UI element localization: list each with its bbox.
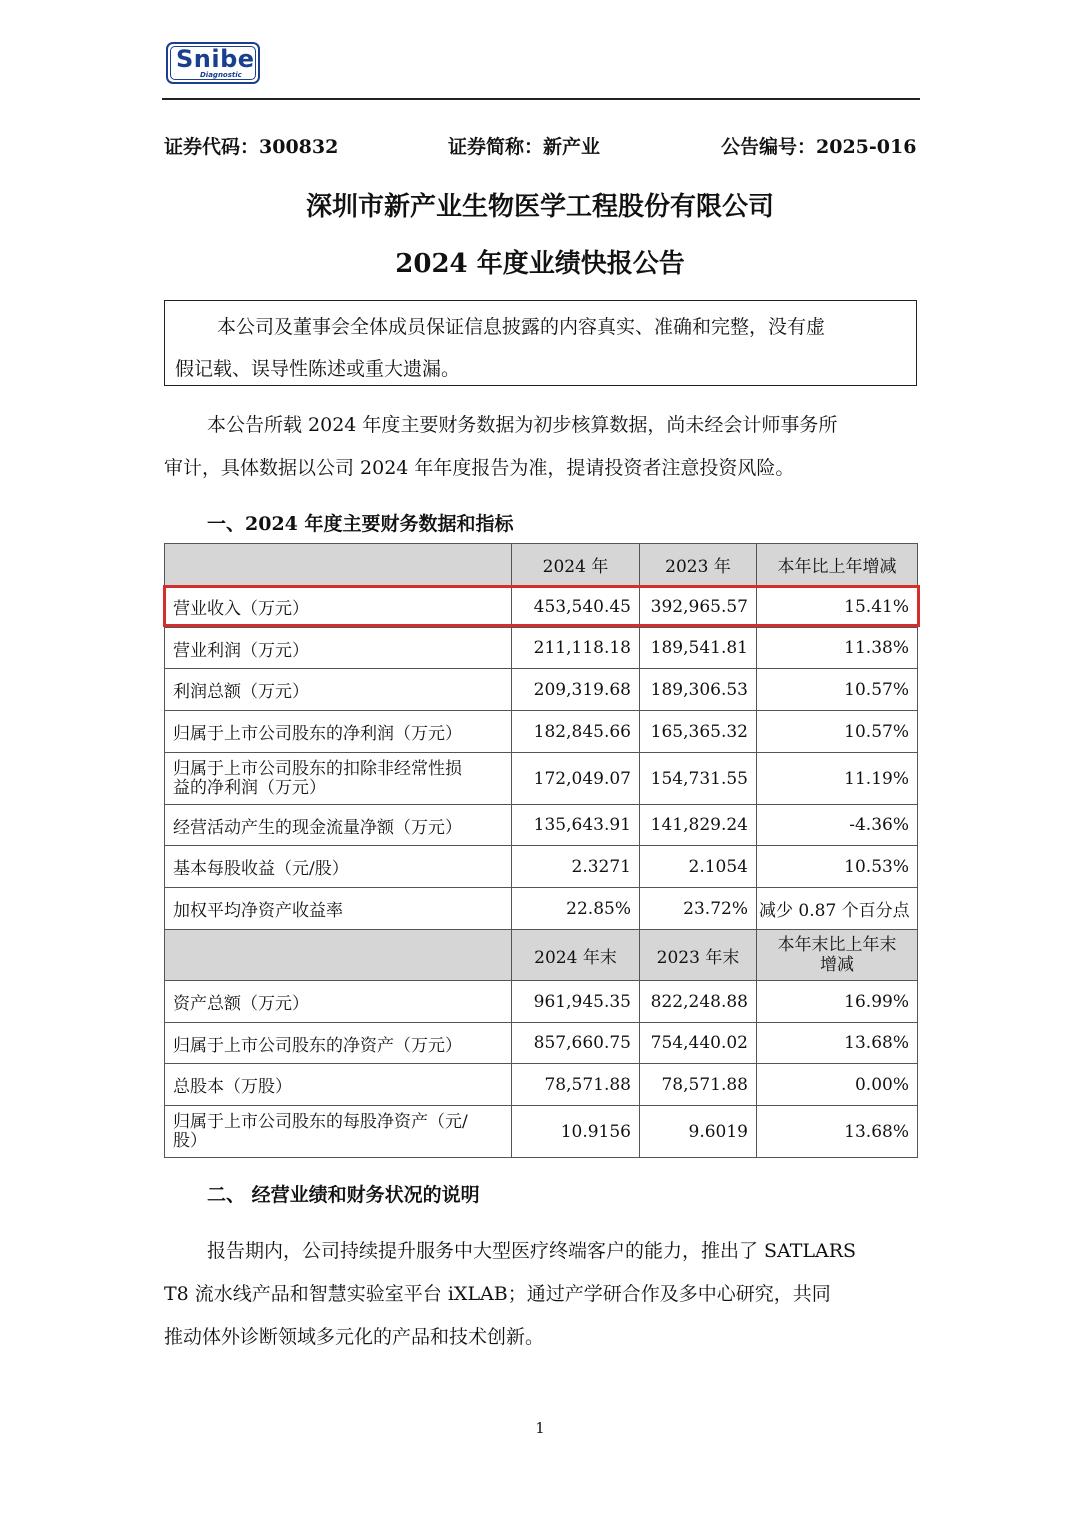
value-2024: 961,945.35 bbox=[512, 981, 640, 1023]
row-label: 归属于上市公司股东的净资产（万元） bbox=[165, 1023, 512, 1064]
row-label: 经营活动产生的现金流量净额（万元） bbox=[165, 805, 512, 846]
value-2024: 2.3271 bbox=[512, 846, 640, 888]
value-change: 15.41% bbox=[757, 586, 918, 628]
value-2024: 78,571.88 bbox=[512, 1064, 640, 1106]
intro-line-1: 本公告所载 2024 年度主要财务数据为初步核算数据，尚未经会计师事务所 bbox=[207, 414, 838, 436]
row-label-line-2: 股） bbox=[173, 1130, 207, 1151]
row-label bbox=[165, 1106, 512, 1158]
row-label-line-2: 益的净利润（万元） bbox=[173, 777, 326, 798]
table-row bbox=[165, 1023, 918, 1064]
notice-line-2: 假记载、误导性陈述或重大遗漏。 bbox=[175, 358, 461, 380]
body-line-2: T8 流水线产品和智慧实验室平台 iXLAB；通过产学研合作及多中心研究，共同 bbox=[164, 1283, 831, 1305]
table-row bbox=[165, 711, 918, 753]
body-line-3: 推动体外诊断领域多元化的产品和技术创新。 bbox=[164, 1326, 545, 1348]
body-line-1: 报告期内，公司持续提升服务中大型医疗终端客户的能力，推出了 SATLARS bbox=[207, 1240, 857, 1262]
header-cell-2023: 2023 年 bbox=[640, 544, 757, 586]
intro-line-2: 审计，具体数据以公司 2024 年年度报告为准，提请投资者注意投资风险。 bbox=[164, 457, 795, 479]
value-2023: 822,248.88 bbox=[640, 981, 757, 1023]
row-label: 加权平均净资产收益率 bbox=[165, 888, 512, 930]
value-change: 减少 0.87 个百分点 bbox=[757, 888, 918, 930]
value-change: 13.68% bbox=[757, 1023, 918, 1064]
page-number: 1 bbox=[535, 1419, 545, 1437]
header-cell-change: 本年比上年增减 bbox=[757, 544, 918, 586]
value-2023: 23.72% bbox=[640, 888, 757, 930]
table-row bbox=[165, 669, 918, 711]
value-2023: 754,440.02 bbox=[640, 1023, 757, 1064]
table-row bbox=[165, 1064, 918, 1106]
value-change: 11.19% bbox=[757, 753, 918, 805]
value-2023: 9.6019 bbox=[640, 1106, 757, 1158]
row-label-line-1: 归属于上市公司股东的扣除非经常性损 bbox=[173, 758, 462, 779]
value-2024: 10.9156 bbox=[512, 1106, 640, 1158]
table-row bbox=[165, 981, 918, 1023]
header-change-line-1: 本年末比上年末 bbox=[777, 935, 897, 955]
company-title: 深圳市新产业生物医学工程股份有限公司 bbox=[305, 192, 774, 222]
table-row bbox=[165, 753, 918, 805]
section-1-heading: 一、2024 年度主要财务数据和指标 bbox=[207, 513, 514, 535]
row-label: 总股本（万股） bbox=[165, 1064, 512, 1106]
row-label: 利润总额（万元） bbox=[165, 669, 512, 711]
value-2024: 172,049.07 bbox=[512, 753, 640, 805]
row-label: 营业利润（万元） bbox=[165, 628, 512, 669]
table-row bbox=[165, 805, 918, 846]
value-change: 0.00% bbox=[757, 1064, 918, 1106]
value-2024: 857,660.75 bbox=[512, 1023, 640, 1064]
value-2023: 189,541.81 bbox=[640, 628, 757, 669]
value-change: 13.68% bbox=[757, 1106, 918, 1158]
notice-line-1: 本公司及董事会全体成员保证信息披露的内容真实、准确和完整，没有虚 bbox=[217, 316, 826, 338]
table-row bbox=[165, 888, 918, 930]
value-2024: 209,319.68 bbox=[512, 669, 640, 711]
value-2024: 182,845.66 bbox=[512, 711, 640, 753]
value-2023: 2.1054 bbox=[640, 846, 757, 888]
row-label: 归属于上市公司股东的净利润（万元） bbox=[165, 711, 512, 753]
header-change-line-2: 增减 bbox=[820, 955, 854, 975]
header-cell-empty bbox=[165, 544, 512, 586]
header-cell-2023-end: 2023 年末 bbox=[640, 930, 757, 981]
header-cell-change-end bbox=[757, 930, 918, 981]
logo-brand-text: Snibe bbox=[176, 45, 255, 73]
value-2024: 453,540.45 bbox=[512, 586, 640, 628]
announcement-meta bbox=[164, 132, 917, 160]
table-header-row bbox=[165, 544, 918, 586]
value-2023: 154,731.55 bbox=[640, 753, 757, 805]
row-label: 资产总额（万元） bbox=[165, 981, 512, 1023]
table-subheader-row bbox=[165, 930, 918, 981]
stock-abbreviation: 证券简称：新产业 bbox=[448, 136, 601, 158]
table-row bbox=[165, 586, 918, 628]
value-2024: 22.85% bbox=[512, 888, 640, 930]
report-title: 2024 年度业绩快报公告 bbox=[395, 249, 685, 279]
header-divider bbox=[162, 98, 920, 100]
value-2023: 189,306.53 bbox=[640, 669, 757, 711]
value-change: 10.57% bbox=[757, 669, 918, 711]
header-cell-2024-end: 2024 年末 bbox=[512, 930, 640, 981]
value-change: 10.57% bbox=[757, 711, 918, 753]
logo-sub-text: Diagnostic bbox=[200, 71, 242, 79]
row-label-line-1: 归属于上市公司股东的每股净资产（元/ bbox=[173, 1111, 468, 1132]
row-label: 基本每股收益（元/股） bbox=[165, 846, 512, 888]
value-change: 10.53% bbox=[757, 846, 918, 888]
header-cell-empty bbox=[165, 930, 512, 981]
table-row bbox=[165, 846, 918, 888]
value-2023: 78,571.88 bbox=[640, 1064, 757, 1106]
value-change: 11.38% bbox=[757, 628, 918, 669]
value-2023: 392,965.57 bbox=[640, 586, 757, 628]
row-label bbox=[165, 753, 512, 805]
company-logo bbox=[166, 42, 262, 86]
value-2023: 165,365.32 bbox=[640, 711, 757, 753]
announcement-number: 公告编号：2025-016 bbox=[721, 136, 917, 158]
stock-code: 证券代码：300832 bbox=[164, 136, 339, 158]
header-cell-2024: 2024 年 bbox=[512, 544, 640, 586]
value-change: 16.99% bbox=[757, 981, 918, 1023]
value-2024: 211,118.18 bbox=[512, 628, 640, 669]
value-2023: 141,829.24 bbox=[640, 805, 757, 846]
row-label: 营业收入（万元） bbox=[165, 586, 512, 628]
table-row bbox=[165, 628, 918, 669]
value-change: -4.36% bbox=[757, 805, 918, 846]
value-2024: 135,643.91 bbox=[512, 805, 640, 846]
section-2-heading: 二、 经营业绩和财务状况的说明 bbox=[207, 1184, 480, 1206]
financial-data-table bbox=[164, 543, 918, 1158]
table-row bbox=[165, 1106, 918, 1158]
disclosure-notice bbox=[164, 300, 917, 386]
